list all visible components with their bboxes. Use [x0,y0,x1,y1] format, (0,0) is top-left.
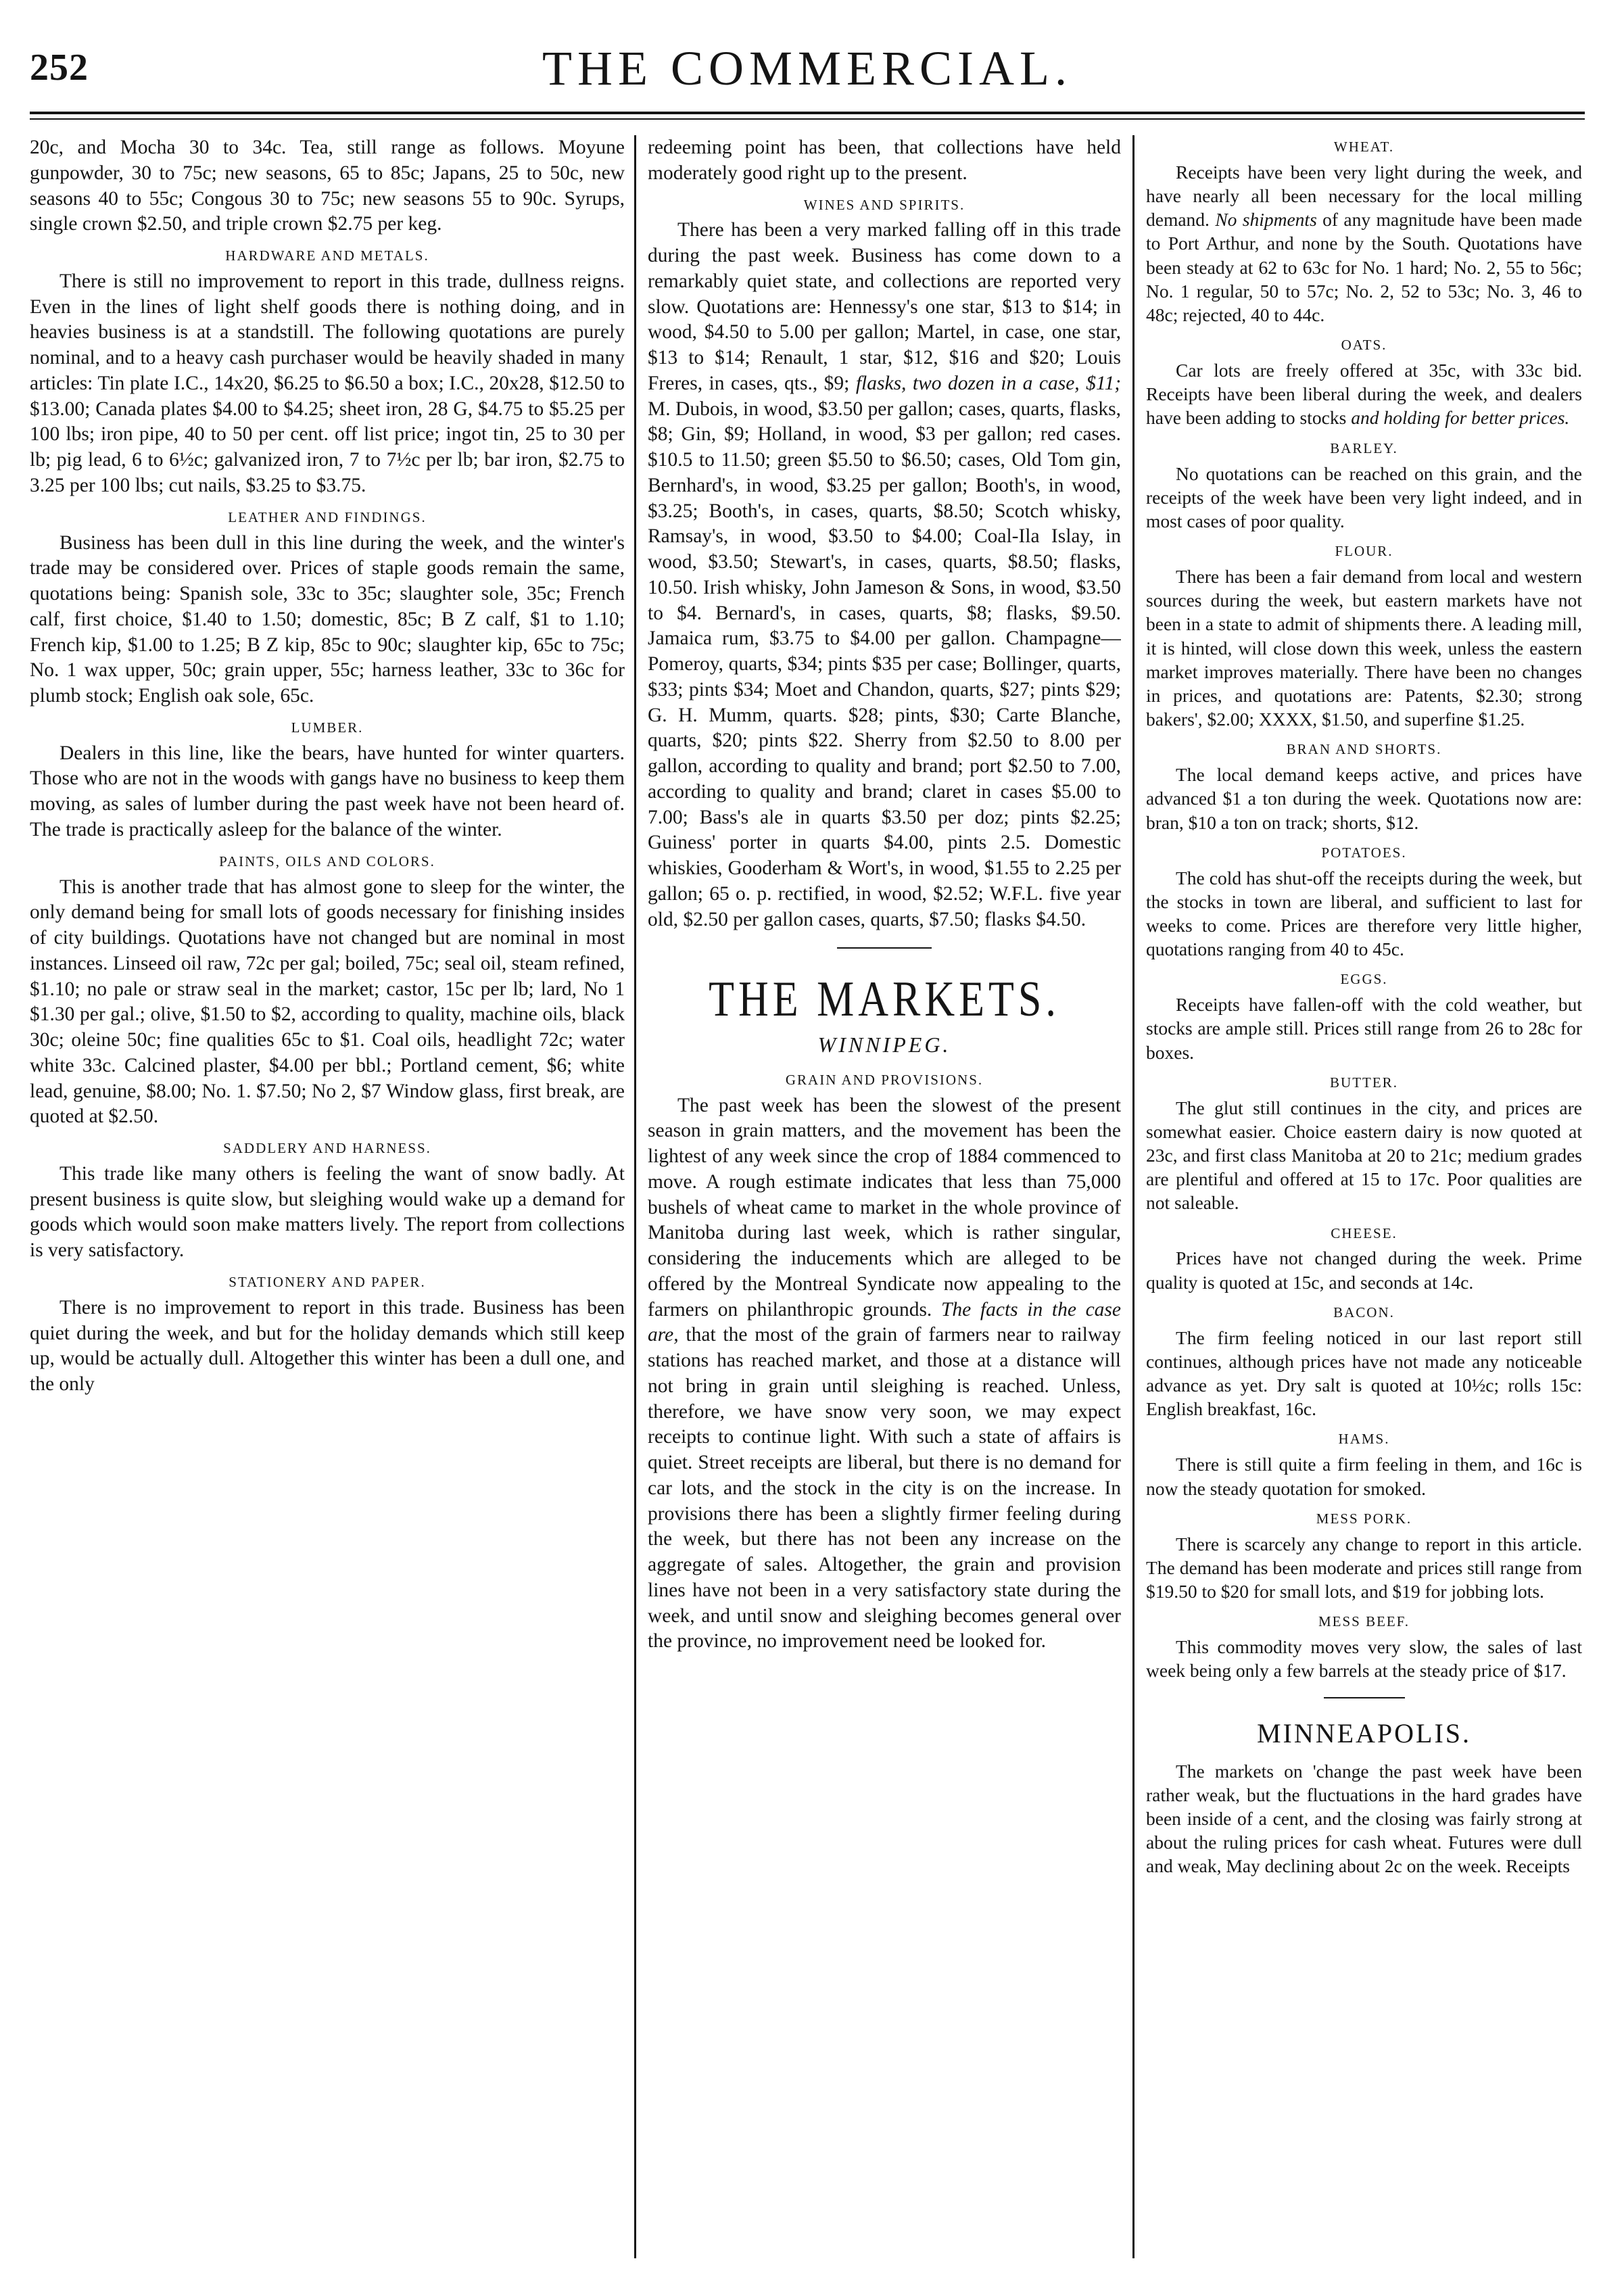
section-heading: EGGS. [1340,971,1388,988]
italic-text: flasks, two dozen in a case, $11; [855,372,1121,394]
section-heading: HARDWARE AND METALS. [225,247,429,264]
section-heading: BARLEY. [1330,439,1398,456]
section-heading: WHEAT. [1333,139,1395,155]
section-heading: POTATOES. [1321,844,1407,861]
city-heading: MINNEAPOLIS. [1256,1718,1472,1749]
article-paragraph: The firm feeling noticed in our last report still continues, although prices have not made any noticeable advance as yet. Dry salt is quoted at 10½c; rolls 15c: English breakfast, 16c. [1146,1327,1582,1420]
article-paragraph: 20c, and Mocha 30 to 34c. Tea, still range as follows. Moyune gunpowder, 30 to 75c; new seasons, 65 to 85c; Japans, 25 to 50c, new seasons 40 to 55c; Congous 30 to 75c; new seasons 55 to 90c. Syrups, single crown $2.50, and triple crown $2.75 per keg. [30,137,625,235]
section-heading: CHEESE. [1331,1224,1398,1241]
italic-text: No shipments [1215,209,1317,231]
article-paragraph: This is another trade that has almost gone to sleep for the winter, the only demand being for small lots of goods necessary for finishing insides of city buildings. Quotations have not changed but are nominal in most instances. Linseed oil raw, 72c per gal; boiled, 75c; seal oil, steam refined, $1.10; no pale or straw seal in the market; castor, 15c per lb; lard, No 1 $1.30 per gal.; olive, $1.50 to $2, according to quality, machine oils, black 30c; oleine 50c; fine qualities 65c to $1. Coal oils, headlight 72c; water white 33c. Calcined plaster, $4.00 per bbl.; Portland cement, $6; white lead, genuine, $8.00; No. 1. $7.50; No 2, $7 Window glass, first break, are quoted at $2.50. [30,876,625,1128]
article-paragraph: Receipts have fallen-off with the cold weather, but stocks are ample still. Prices still range from 26 to 28c for boxes. [1146,994,1582,1063]
section-heading: SADDLERY AND HARNESS. [223,1140,431,1156]
section-heading: MESS PORK. [1316,1510,1412,1527]
article-paragraph: Dealers in this line, like the bears, have hunted for winter quarters. Those who are not in the woods with gangs have no business to keep them moving, as sales of lumber during the past week have not been heard of. The trade is practically asleep for the balance of the winter. [30,742,625,840]
section-heading: LUMBER. [291,719,364,736]
text-run: There has been a very marked falling off in this trade during the past week. Business has come down to a remarkably quiet state, and collections are reported very slow. Quotations are: Hennessy's one star, $13 to $14; in wood, $4.50 to 5.00 per gallon; Martel, in case, one star, $13 to $14; Renault, 1 star, $12, $16 and $20; Louis Freres, in cases, qts., $9; [648,219,1121,394]
section-heading: PAINTS, OILS AND COLORS. [219,853,435,870]
italic-text: The facts in the case are, [648,1298,1121,1346]
italic-text: and holding for better prices. [1351,407,1570,429]
article-paragraph: The markets on 'change the past week have been rather weak, but the fluctuations in the hard grades have been inside of a cent, and the closing was fairly strong at about the ruling prices for cash wheat. Futures were dull and weak, May declining about 2c on the week. Receipts [1146,1760,1582,1877]
article-paragraph: There is still no improvement to report in this trade, dullness reigns. Even in the lines of light shelf goods there is nothing doing, and in heavies business is at a standstill. The following quotations are purely nominal, and to a heavy cash purchaser would be heavily shaded in many articles: Tin plate I.C., 14x20, $6.25 to $6.50 a box; I.C., 20x28, $12.50 to $13.00; Canada plates $4.00 to $4.25; sheet iron, 28 G, $4.75 to $5.25 per 100 lbs; iron pipe, 40 to 50 per cent. off list price; ingot tin, 25 to 30 per lb; pig lead, 6 to 6½c; galvanized iron, 7 to 7½c per lb; bar iron, $2.75 to 3.25 per 100 lbs; cut nails, $3.25 to $3.75. [30,270,625,496]
section-heading: FLOUR. [1335,543,1393,560]
short-rule [1324,1697,1405,1698]
column-left [30,135,625,2258]
section-heading: WINES AND SPIRITS. [803,196,965,213]
article-paragraph: The glut still continues in the city, and prices are somewhat easier. Choice eastern dairy is now quoted at 23c, and first class Manitoba at 20 to 21c; medium grades are plentiful and offered at 15 to 17c. Poor qualities are not saleable. [1146,1097,1582,1214]
article-paragraph [1146,358,1582,430]
article-paragraph: There has been a fair demand from local and western sources during the week, but eastern markets have not been in a state to admit of shipments there. A leading mill, it is hinted, will close down this week, unless the eastern market improves materially. There have been no changes in prices, and quotations are: Patents, $2.30; strong bakers', $2.00; XXXX, $1.50, and superfine $1.25. [1146,565,1582,730]
article-paragraph: This commodity moves very slow, the sales of last week being only a few barrels at the steady price of $17. [1146,1636,1582,1682]
section-heading: OATS. [1341,337,1387,354]
article-paragraph: This trade like many others is feeling the want of snow badly. At present business is quite slow, but sleighing would wake up a demand for goods which would soon make matters lively. The report from collections is very satisfactory. [30,1162,625,1262]
city-heading: WINNIPEG. [817,1032,951,1057]
article-paragraph [648,1093,1121,1655]
text-run: The past week has been the slowest of the present season in grain matters, and the movement has been the lightest of any week since the crop of 1884 commenced to move. A rough estimate indicates that less than 75,000 bushels of wheat came to market in the whole province of Manitoba during last week, which is rather singular, considering the inducements which are alleged to be offered by the Montreal Syndicate now appealing to the farmers on philanthropic grounds. [648,1094,1121,1321]
page-number: 252 [30,47,89,89]
column-middle [648,135,1121,2258]
section-heading: BRAN AND SHORTS. [1286,741,1442,758]
text-run: Car lots are freely offered at 35c, with 33c bid. Receipts have been liberal during the week, and dealers have been adding to stocks [1146,360,1582,429]
section-heading: HAMS. [1338,1431,1390,1448]
header-rule-thin [30,118,1585,120]
article-paragraph: The cold has shut-off the receipts during the week, but the stocks in town are liberal, and sufficient to last for weeks to come. Prices are therefore very little higher, quotations ranging from 40 to 45c. [1146,867,1582,960]
text-run: that the most of the grain of farmers near to railway stations has reached market, and those at a distance will not bring in grain until sleighing is reached. Unless, therefore, we have snow very soon, we may expect receipts to continue light. With such a state of affairs is quiet. Street receipts are liberal, but there is no demand for car lots, and the stock in the city is on the increase. In provisions there has been a slightly firmer feeling during the week, but there has not been any increase on the aggregate of sales. Altogether, the grain and provision lines have not been in a very satisfactory state during the week, and until snow and sleighing becomes general over the province, no improvement need be looked for. [648,1324,1121,1652]
text-run: of any magnitude have been made to Port Arthur, and none by the South. Quotations have been steady at 62 to 63c for No. 1 hard; No. 2, 55 to 56c; No. 1 regular, 50 to 57c; No. 2, 52 to 53c; No. 3, 46 to 48c; rejected, 40 to 44c. [1146,209,1582,325]
column-divider [634,135,636,2258]
masthead-title: THE COMMERCIAL. [542,41,1072,95]
short-rule [837,947,932,949]
text-run: Receipts have been very light during the week, and have nearly all been necessary for the local milling demand. [1146,161,1582,231]
column-right [1146,135,1582,2258]
article-paragraph: There is still quite a firm feeling in them, and 16c is now the steady quotation for smoked. [1146,1454,1582,1499]
article-paragraph: The local demand keeps active, and prices have advanced $1 a ton during the week. Quotations now are: bran, $10 a ton on track; shorts, $12. [1146,764,1582,833]
column-divider [1132,135,1135,2258]
markets-title: THE MARKETS. [709,972,1060,1028]
header-rule-thick [30,112,1585,114]
section-heading: LEATHER AND FINDINGS. [228,508,427,525]
article-paragraph: Business has been dull in this line during the week, and the winter's trade may be considered over. Prices of staple goods remain the same, quotations being: Spanish sole, 33c to 35c; slaughter sole, 35c; French calf, first choice, $1.40 to 1.50; domestic, 85c; B Z calf, $1 to 1.10; French kip, $1.00 to 1.25; B Z kip, 85c to 90c; slaughter kip, 65c to 75c; No. 1 wax upper, 50c; grain upper, 55c; harness leather, 33c to 36c for plumb stock; English oak sole, 65c. [30,531,625,707]
article-paragraph: redeeming point has been, that collections have held moderately good right up to the present. [648,137,1121,184]
article-paragraph: Prices have not changed during the week. Prime quality is quoted at 15c, and seconds at 14c. [1146,1247,1582,1293]
section-heading: STATIONERY AND PAPER. [229,1273,426,1290]
article-paragraph: No quotations can be reached on this grain, and the receipts of the week have been very light indeed, and in most cases of poor quality. [1146,462,1582,531]
section-heading: BUTTER. [1330,1074,1398,1091]
section-heading: BACON. [1333,1304,1395,1321]
article-paragraph [648,218,1121,932]
page-header [30,41,1585,122]
section-heading: MESS BEEF. [1318,1613,1410,1630]
article-paragraph: There is no improvement to report in this trade. Business has been quiet during the week, and but for the holiday demands which still keep up, would be actually dull. Altogether this winter has been a dull one, and the only [30,1296,625,1395]
article-paragraph [1146,160,1582,327]
text-run: M. Dubois, in wood, $3.50 per gallon; cases, quarts, flasks, $8; Gin, $9; Holland, in wood, $3 per gallon; red cases. $10.5 to 11.50; green $5.50 to $6.50; cases, Old Tom gin, Bernhard's, in wood, $3.25 per gallon; Booth's, in wood, $3.25; Booth's, in cases, quarts, $8.50; Scotch whisky, Ramsay's, in wood, $3.50 to $4.00; Coal-Ila Islay, in wood, $3.50; Stewart's, in cases, quarts, $8.50; flasks, 10.50. Irish whisky, John Jameson & Sons, in wood, $3.50 to $4. Bernard's, in cases, quarts, $8; flasks, $9.50. Jamaica rum, $3.75 to $4.00 per gallon. Champagne—Pomeroy, quarts, $34; pints $35 per case; Bollinger, quarts, $33; pints $34; Moet and Chandon, quarts, $27; pints $29; G. H. Mumm, quarts. $28; pints, $30; Carte Blanche, quarts, $20; pints $22. Sherry from $2.50 to 8.00 per gallon, according to quality and brand; port $2.50 to 7.00, according to quality and brand; claret in cases $5.00 to 7.00; Bass's ale in quarts $3.50 per doz; pints $2.25; Guiness' porter in quarts $4.00, pints 2.5. Domestic whiskies, Gooderham & Wort's, in wood, $1.55 to 2.25 per gallon; 65 o. p. rectified, in wood, $2.52; W.F.L. five year old, $2.50 per gallon cases, quarts, $7.50; flasks $4.50. [648,398,1121,930]
article-paragraph: There is scarcely any change to report in this article. The demand has been moderate and prices still range from $19.50 to $20 for small lots, and $19 for jobbing lots. [1146,1533,1582,1602]
section-heading: GRAIN AND PROVISIONS. [785,1071,984,1088]
